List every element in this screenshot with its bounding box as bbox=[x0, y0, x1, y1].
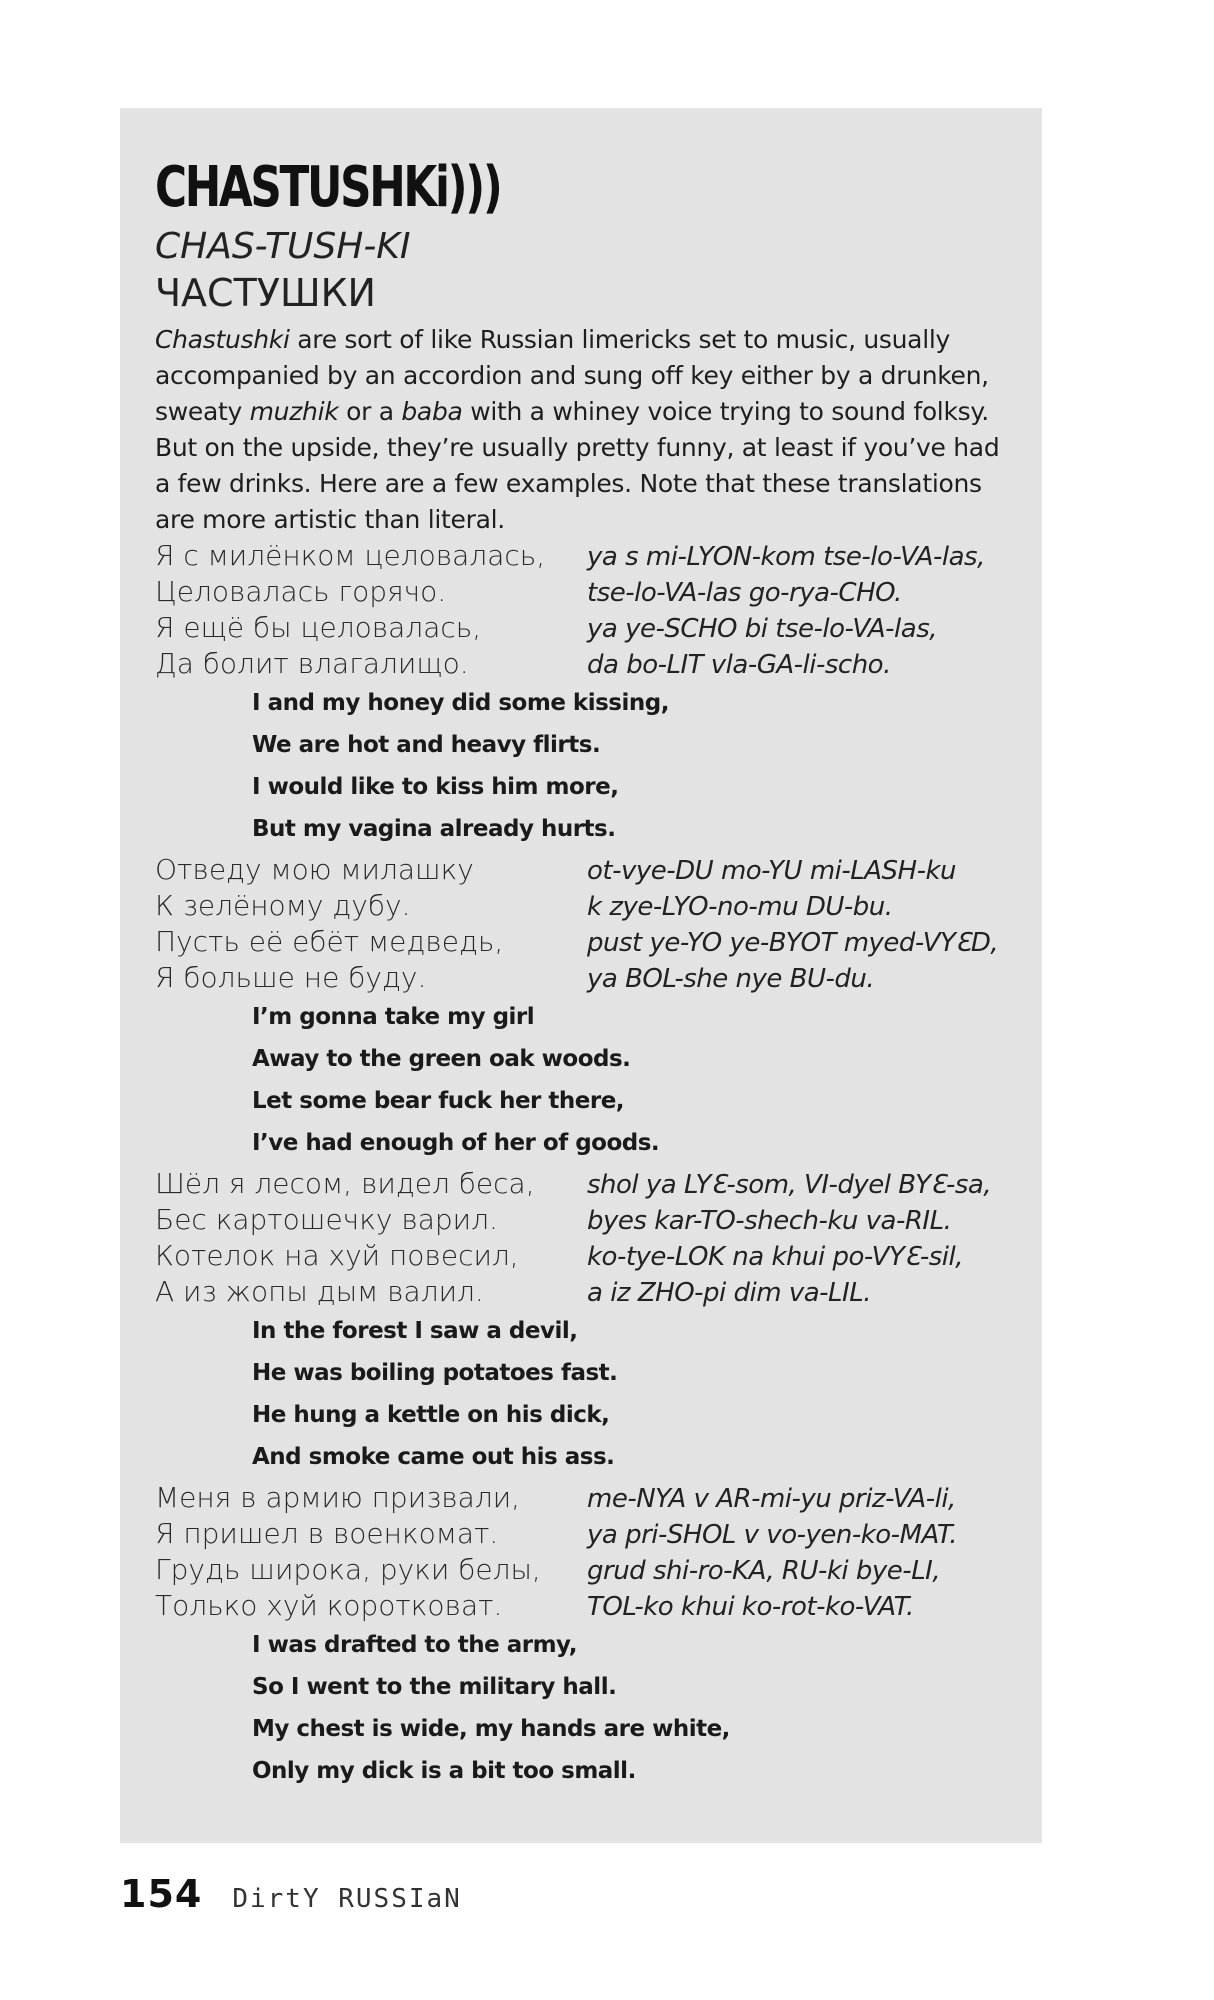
verse-line bbox=[155, 1516, 1015, 1552]
english-line: I’ve had enough of her of goods. bbox=[252, 1130, 660, 1156]
page-number: 154 bbox=[120, 1872, 203, 1916]
verse-line bbox=[155, 574, 1015, 610]
section-title: CHASTUSHKi))) bbox=[155, 155, 501, 220]
russian-line: Грудь широка, руки белы, bbox=[155, 1553, 541, 1586]
transliteration: a iz ZHO-pi dim va-LIL. bbox=[587, 1278, 871, 1308]
english-line: But my vagina already hurts. bbox=[252, 816, 616, 842]
english-translation bbox=[252, 1624, 1015, 1792]
verse-4 bbox=[155, 1480, 1015, 1792]
verse-line bbox=[155, 924, 1015, 960]
verse-line bbox=[155, 646, 1015, 682]
russian-line: Я больше не буду. bbox=[155, 961, 427, 994]
verse-line bbox=[155, 610, 1015, 646]
title-cyrillic: ЧАСТУШКИ bbox=[155, 271, 376, 315]
english-line: So I went to the military hall. bbox=[252, 1674, 617, 1700]
transliteration: shol ya LYƐ-som, VI-dyel BYƐ-sa, bbox=[587, 1170, 992, 1200]
transliteration: k zye-LYO-no-mu DU-bu. bbox=[587, 892, 893, 922]
transliteration: ya s mi-LYON-kom tse-lo-VA-las, bbox=[587, 542, 985, 572]
russian-line: Целовалась горячо. bbox=[155, 575, 447, 608]
verse-line bbox=[155, 852, 1015, 888]
english-translation bbox=[252, 1310, 1015, 1478]
russian-line: Котелок на хуй повесил, bbox=[155, 1239, 519, 1272]
transliteration: byes kar-TO-shech-ku va-RIL. bbox=[587, 1206, 952, 1236]
english-line: In the forest I saw a devil, bbox=[252, 1318, 578, 1344]
book-title: DirtY RUSSIaN bbox=[232, 1884, 462, 1914]
russian-line: Только хуй коротковат. bbox=[155, 1589, 503, 1622]
russian-line: Шёл я лесом, видел беса, bbox=[155, 1167, 535, 1200]
verse-line bbox=[155, 888, 1015, 924]
verse-line bbox=[155, 1480, 1015, 1516]
english-line: Only my dick is a bit too small. bbox=[252, 1758, 636, 1784]
verse-1 bbox=[155, 538, 1015, 850]
transliteration: ya pri-SHOL v vo-yen-ko-MAT. bbox=[587, 1520, 957, 1550]
verse-line bbox=[155, 538, 1015, 574]
transliteration: ko-tye-LOK na khui po-VYƐ-sil, bbox=[587, 1242, 963, 1272]
intro-term-muzhik: muzhik bbox=[249, 397, 339, 426]
russian-line: Я пришел в военкомат. bbox=[155, 1517, 499, 1550]
verse-line bbox=[155, 1552, 1015, 1588]
english-line: We are hot and heavy flirts. bbox=[252, 732, 601, 758]
transliteration: TOL-ko khui ko-rot-ko-VAT. bbox=[587, 1592, 914, 1622]
english-line: My chest is wide, my hands are white, bbox=[252, 1716, 730, 1742]
intro-term-baba: baba bbox=[401, 397, 463, 426]
transliteration: ya BOL-she nye BU-du. bbox=[587, 964, 875, 994]
verse-3 bbox=[155, 1166, 1015, 1478]
english-translation bbox=[252, 996, 1015, 1164]
english-line: I’m gonna take my girl bbox=[252, 1004, 535, 1030]
russian-line: Я с милёнком целовалась, bbox=[155, 539, 546, 572]
verse-line bbox=[155, 1588, 1015, 1624]
verse-line bbox=[155, 1166, 1015, 1202]
english-line: He was boiling potatoes fast. bbox=[252, 1360, 618, 1386]
verse-line bbox=[155, 1274, 1015, 1310]
intro-term-chastushki: Chastushki bbox=[155, 325, 290, 354]
english-line: I was drafted to the army, bbox=[252, 1632, 577, 1658]
english-line: And smoke came out his ass. bbox=[252, 1444, 615, 1470]
russian-line: Меня в армию призвали, bbox=[155, 1481, 521, 1514]
russian-line: Я ещё бы целовалась, bbox=[155, 611, 482, 644]
title-pronunciation: CHAS-TUSH-KI bbox=[155, 226, 411, 267]
russian-line: Пусть её ебёт медведь, bbox=[155, 925, 504, 958]
transliteration: ya ye-SCHO bi tse-lo-VA-las, bbox=[587, 614, 938, 644]
transliteration: grud shi-ro-KA, RU-ki bye-LI, bbox=[587, 1556, 941, 1586]
english-line: I and my honey did some kissing, bbox=[252, 690, 669, 716]
chastushki-section bbox=[155, 155, 1015, 1794]
page-footer bbox=[120, 1872, 462, 1916]
intro-paragraph: Chastushki are sort of like Russian limericks set to music, usually accompanied by an accordion and sung off key either by a drunken, sweaty muzhik or a baba with a whiney voice trying to sound folksy. But on the upside, they’re usually pretty funny, at least if you’ve had a few drinks. Here are a few examples. Note that these translations are more artistic than literal. bbox=[155, 325, 1000, 534]
russian-line: Да болит влагалищо. bbox=[155, 647, 469, 680]
russian-line: Отведу мою милашку bbox=[155, 853, 474, 886]
russian-line: К зелёному дубу. bbox=[155, 889, 411, 922]
transliteration: da bo-LIT vla-GA-li-scho. bbox=[587, 650, 891, 680]
english-translation bbox=[252, 682, 1015, 850]
transliteration: tse-lo-VA-las go-rya-CHO. bbox=[587, 578, 902, 608]
transliteration: pust ye-YO ye-BYOT myed-VYƐD, bbox=[587, 928, 999, 958]
verse-2 bbox=[155, 852, 1015, 1164]
russian-line: Бес картошечку варил. bbox=[155, 1203, 498, 1236]
verse-line bbox=[155, 1238, 1015, 1274]
russian-line: А из жопы дым валил. bbox=[155, 1275, 484, 1308]
verse-line bbox=[155, 960, 1015, 996]
transliteration: ot-vye-DU mo-YU mi-LASH-ku bbox=[587, 856, 957, 886]
english-line: Away to the green oak woods. bbox=[252, 1046, 631, 1072]
transliteration: me-NYA v AR-mi-yu priz-VA-li, bbox=[587, 1484, 956, 1514]
english-line: He hung a kettle on his dick, bbox=[252, 1402, 610, 1428]
verse-line bbox=[155, 1202, 1015, 1238]
english-line: I would like to kiss him more, bbox=[252, 774, 619, 800]
english-line: Let some bear fuck her there, bbox=[252, 1088, 625, 1114]
